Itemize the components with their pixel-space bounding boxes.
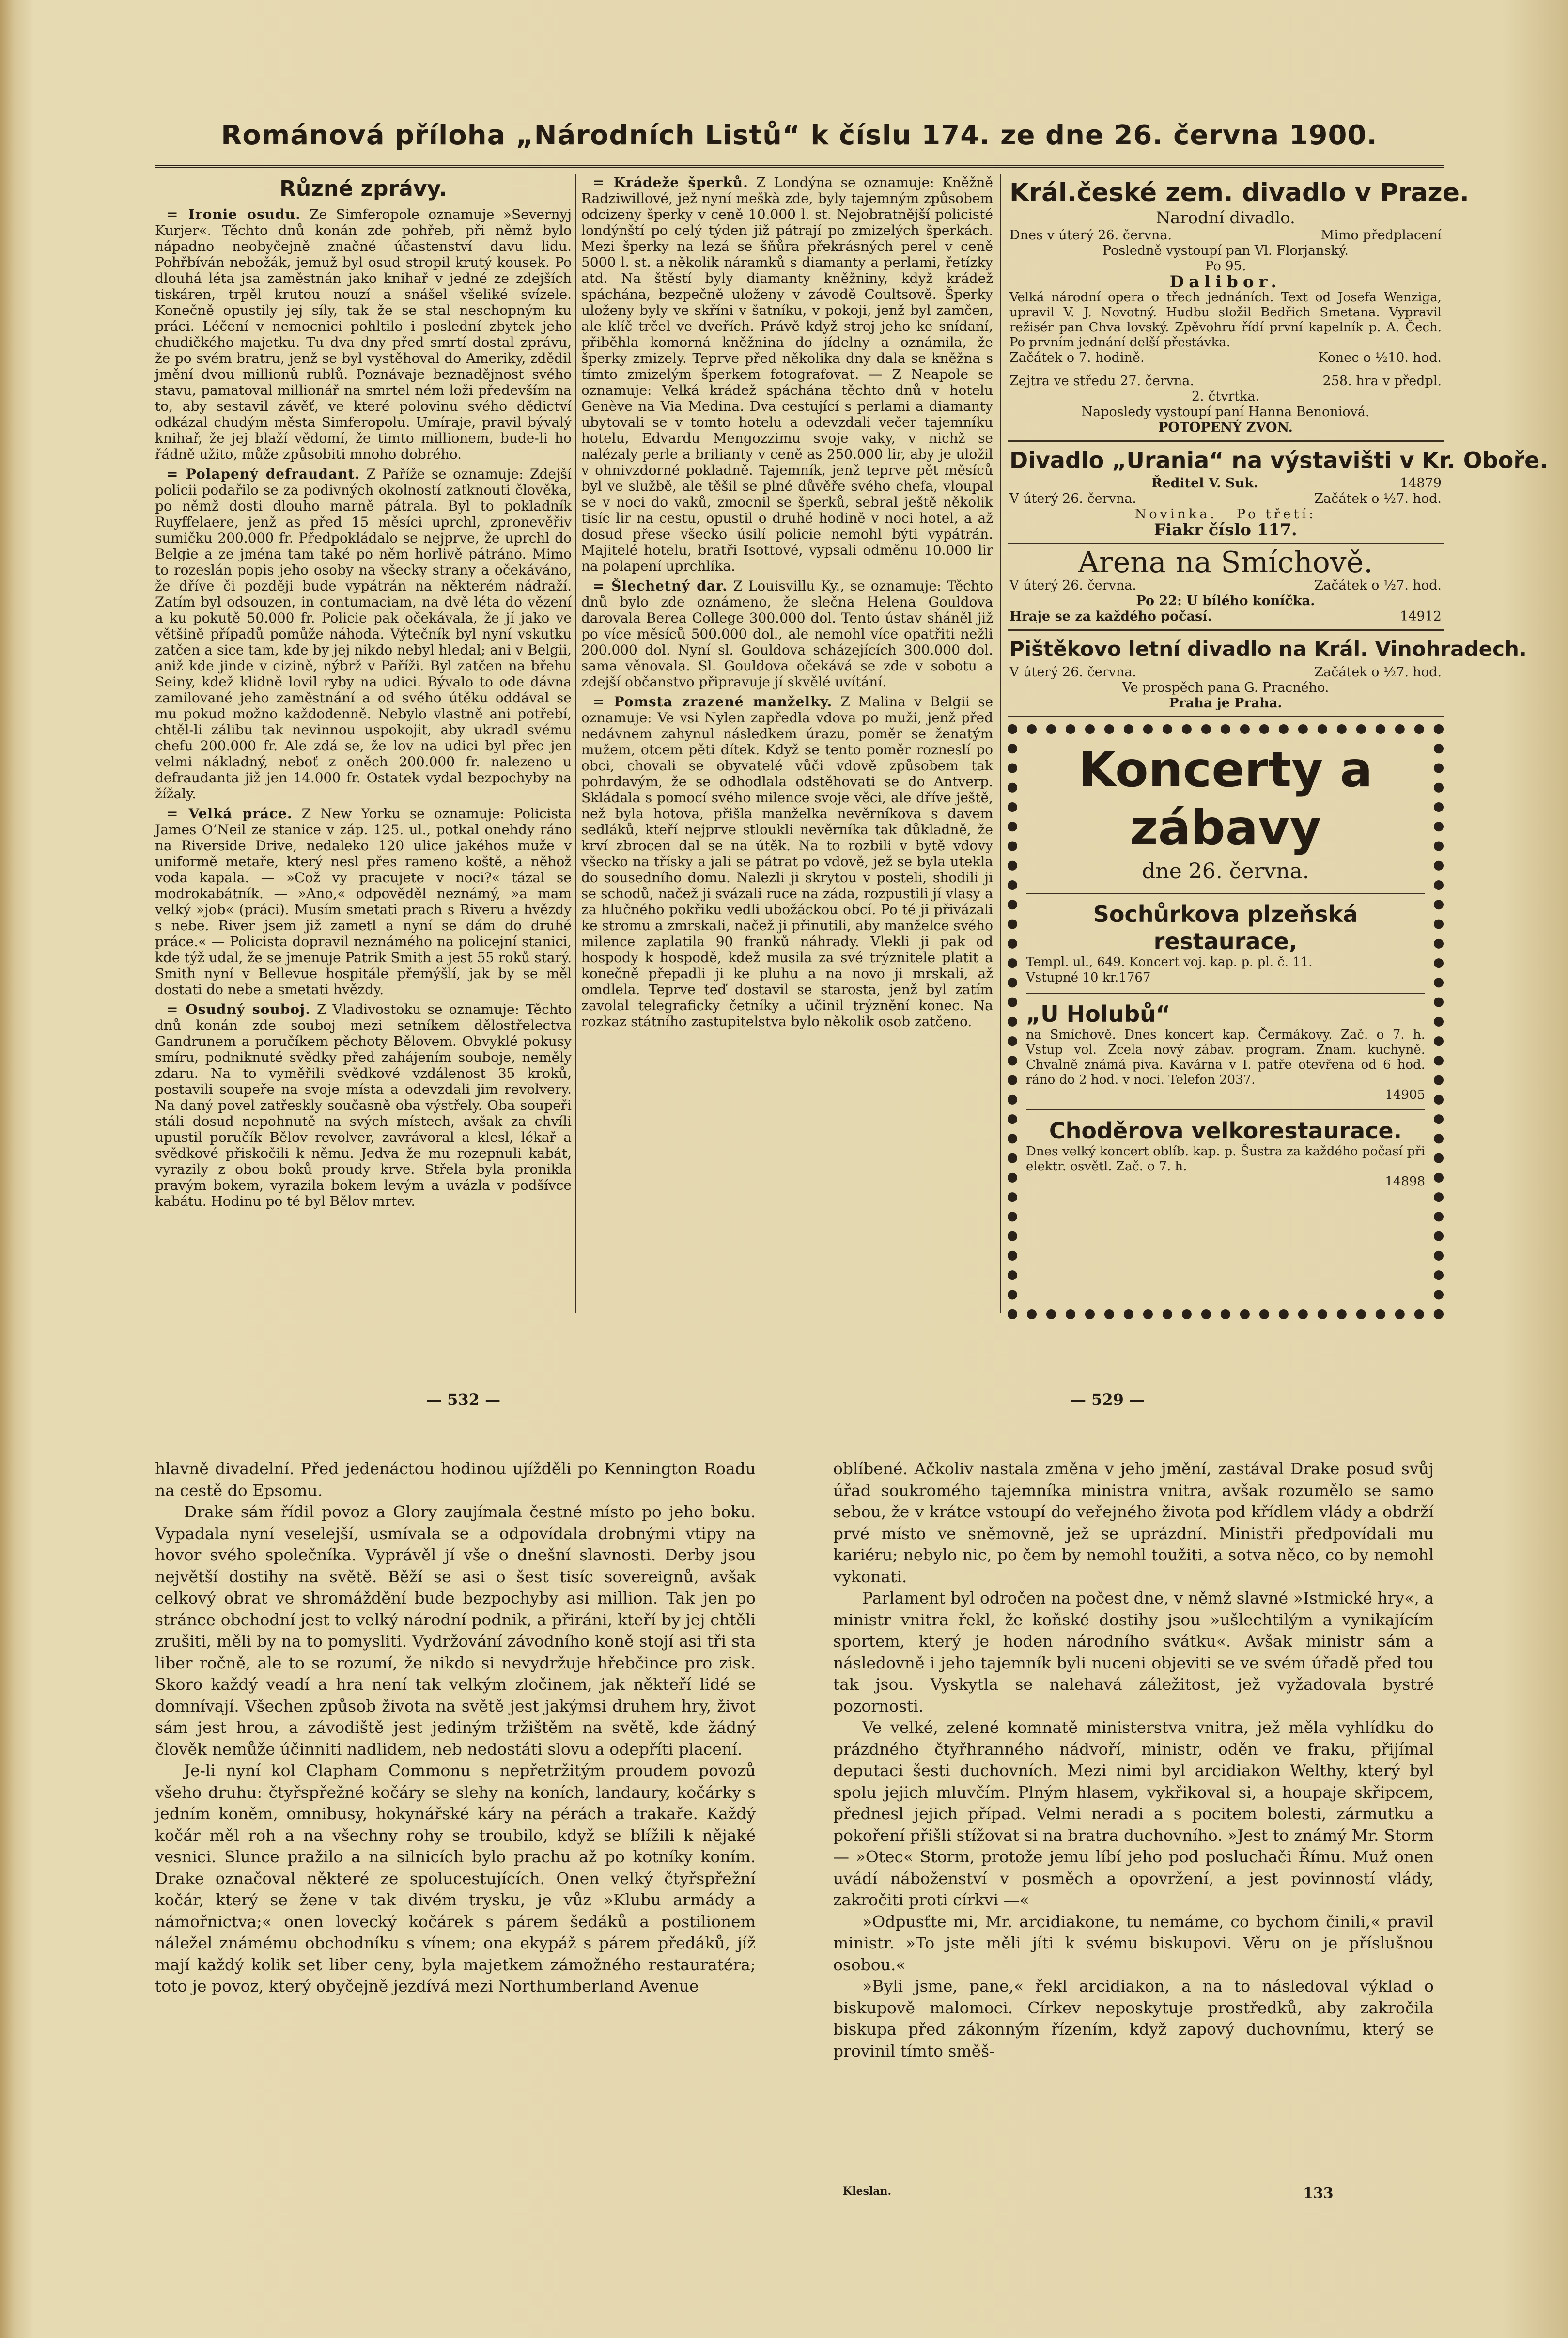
novel-paragraph: »Odpusťte mi, Mr. arcidiakone, tu nemáme, co bychom činili,« pravil ministr. »To jste měli jíti k svému biskupovi. Věru on je příslušnou osobou.«	[833, 1912, 1434, 1974]
concerts-title: Koncerty a zábavy	[1078, 741, 1373, 856]
news-item	[155, 1001, 572, 1209]
ad-date: V úterý 26. června.	[1009, 578, 1136, 593]
upper-page	[155, 111, 1548, 1352]
ad-date: V úterý 26. června.	[1009, 665, 1136, 680]
novel-paragraph: »Byli jsme, pane,« řekl arcidiakon, a na to následoval výklad o biskupově malomoci. Církev neposkytuje prostředků, aby zakročila biskupa před zákonným řízením, když zapový duchovnímu, který se provinil tímto směš-	[833, 1977, 1434, 2060]
novel-paragraph: oblíbené. Ačkoliv nastala změna v jeho jmění, zastával Drake posud svůj úřad soukromého tajemníka ministra vnitra, avšak rozumělo se samo sebou, že v krátce vstoupí do veřejného života pod křídlem vlády a obdrží prvé místo ve sněmovně, jež se uprázdní. Ministři předpovídali mu kariéru; nebylo nic, po čem by nemohl toužiti, a sotva něco, co by nemohl vykonati.	[833, 1459, 1434, 1586]
ad-note: Hraje se za každého počasí.	[1009, 609, 1212, 624]
ad-row	[1009, 609, 1442, 624]
ad-pistek-theatre	[1008, 631, 1527, 717]
venue-title: Choděrova velkorestaurace.	[1049, 1118, 1402, 1144]
venue-title: Sochůrkova plzeňská restaurace,	[1093, 901, 1358, 954]
ad-date: V úterý 26. června.	[1009, 491, 1136, 506]
ad-number: 14912	[1400, 609, 1442, 624]
news-keyword: = Osudný souboj.	[167, 1001, 310, 1017]
ad-line: Po 22: U bílého koníčka.	[1136, 593, 1315, 608]
column-divider	[575, 174, 576, 1313]
ad-row	[1009, 665, 1442, 680]
news-text: Z New Yorku se oznamuje: Policista James O’Neil ze stanice v záp. 125. ul., potkal onehdy ráno na Riverside Drive, nedaleko 120 ulice jakéhos muže v uniformě metaře, který nesl přes rameno koště, a něhož voda kapala. — »Což vy pracujete v noci?« tázal se modrokabátník. — »Ano,« odpověděl neznámý, »a mam velký »job« (práci). Musím smetati prach s Riveru a hvězdy s nebe. River jsem již zametl a nyní se dám do druhé práce.« — Policista dopravil neznámého na policejní stanici, kde týž udal, že se jmenuje Patrik Smith a jest 55 roků starý. Smith nyní v Bellevue hospitále přemýšlí, jak by se měl dostati do nebe a smetati hvězdy.	[155, 806, 572, 998]
ad-line: Ve prospěch pana G. Pracného.	[1122, 680, 1329, 695]
sheet-number: 133	[1303, 2185, 1334, 2202]
ad-title: Král.české zem. divadlo v Praze.	[1009, 178, 1469, 207]
ad-line: Po 95.	[1205, 259, 1246, 274]
venue-u-holubu	[1026, 993, 1425, 1103]
ad-national-theatre	[1008, 174, 1469, 442]
ad-play-title: Fiakr číslo 117.	[1154, 520, 1297, 540]
news-item	[581, 578, 993, 690]
news-item	[581, 174, 993, 574]
news-text: Z Malina v Belgii se oznamuje: Ve vsi Nylen zapředla vdova po muži, jenž před nedávnem zahynul následkem úrazu, poměr se ženatým mužem, otcem pěti dítek. Když se tento poměr rozneslí po obci, chovali se obyvatelé vůči vdově způsobem tak pohrdavým, že se odhodlala odstěhovati se do Antverp. Skládala s pomocí svého milence svoje věci, ale dříve ještě, než byla hotova, přišla manželka nevěrníkova s davem sedláků, kteří nejprve stloukli nevěrníka tak důkladně, že krví zbrocen dal se na útěk. Na to rozbili v bytě vdovy všecko na třísky a jali se pátrat po vdově, jež se byla utekla do sousedního domu. Nalezli ji skrytou v posteli, shodili ji se schodů, načež ji svázali ruce na záda, rozpustili jí vlasy a za hlučného pokřiku vedli ubožáckou obcí. Po té ji přivázali ke stromu a zmrskali, načež ji přinutili, aby manželce svého milence zaplatila 90 franků náhrady. Vlekli ji pak od hospody k hospodě, kdež musila za své trýznitele platit a konečně přepadli ji ke pluhu a na novo ji mrskali, až omdlela. Teprve teď dostavil se starosta, jenž byl zatím zavolal telegraficky četníky a učinil trýznění konec. Na rozkaz státního zastupitelstva bylo několik osob zatčeno.	[581, 694, 994, 1029]
news-column-1	[155, 174, 572, 1318]
news-keyword: = Polapený defraudant.	[167, 466, 360, 482]
concerts-date: dne 26. června.	[1142, 859, 1309, 884]
news-keyword: = Krádeže šperků.	[593, 174, 748, 190]
ads-column	[1008, 174, 1548, 1318]
venue-number: 14905	[1385, 1088, 1425, 1102]
ad-start: Začátek o ½7. hod.	[1314, 578, 1442, 593]
signature-mark: Kleslan.	[843, 2185, 892, 2198]
ad-end: Konec o ½10. hod.	[1318, 350, 1442, 365]
novel-paragraph: Drake sám řídil povoz a Glory zaujímala čestné místo po jeho boku. Vypadala nyní veselejší, usmívala se a odpovídala drobnými vtipy na hovor svého společníka. Vyprávěl jí vše o dnešní slavnosti. Derby jsou největší dostihy na světě. Běží se asi o šest tisíc sovereignů, avšak celkový obrat ve shromáždění bude bezpochyby asi million. Tak jen po stránce obchodní jest to velký národní podnik, a přiráni, kteří by jej chtěli zrušiti, měli by na to pomysliti. Vydržování závodního koně stojí asi tři sta liber ročně, ale to se rozumí, že nikdo si nevydržuje hřebčince pro zisk. Skoro každý veadí a hra není tak velkým zločinem, jak někteří lidé se domnívají. Všechen způsob života na světě jest jakýmsi druhem hry, život sám jest hrou, a závodiště jest jediným tržištěm na světě, kde žádný člověk nemůže účinniti nadlidem, neb nedostáti slovu a odepříti placení.	[155, 1502, 756, 1759]
novel-left-column	[155, 1458, 756, 2282]
ad-play-title: Dalibor.	[1169, 272, 1282, 292]
novel-paragraph: Parlament byl odročen na počest dne, v němž slavné »Istmické hry«, a ministr vnitra řekl, že koňské dostihy jsou »ušlechtilým a vynikajícím sportem, který je hoden národního svátku«. Avšak ministr sám a následovně i jeho tajemník byli nuceni objeviti se ve svém úřadě před tou tak jsou. Vyskytla se nalehavá záležitost, jež vyžadovala bystré pozornosti.	[833, 1589, 1434, 1715]
venue-number: 14898	[1385, 1174, 1425, 1189]
news-keyword: = Šlechetný dar.	[593, 578, 728, 594]
venue-text: Templ. ul., 649. Koncert voj. kap. p. pl. č. 11.	[1026, 955, 1313, 969]
novel-supplement	[155, 1390, 1444, 2291]
news-text: Z Paříže se oznamuje: Zdejší policii podařilo se za podivných okolností zatknouti člověka, po němž dosti dlouho marně pátrala. Byl to pokladník Ruyffelaere, jenž as před 15 měsíci uprchl, zpronevěřiv sumičku 200.000 fr. Předpokládalo se nejprve, že uprchl do Belgie a ze jména tam také po něm horlivě pátráno. Mimo to rozeslán popis jeho osoby na všecky strany a očekáváno, že dříve či později bude vypátrán na některém nádraží. Zatím byl odsouzen, in contumaciam, na dvě léta do vězení a ku pokutě 50.000 fr. Policie pak očekávala, že jí jako ve většině případů pomůže náhoda. Výtečník byl nyní vskutku zatčen a sice tam, kde by jej nikdo nebyl hledal; ani v Belgii, aniž kde jinde v cizině, nýbrž v Paříži. Byl zatčen na břehu Seiny, kdež klidně lovil ryby na udici. Bývalo to ode dávna zamilované jeho zaměstnání a od svého útěku oddával se mu pokud možno každodenně. Nebylo vlastně ani potřebí, chtěl-li zálibu tak nevinnou uspokojit, aby ukradl svému chefu 200.000 fr. Ale zdá se, že lov na udici byl přec jen velmi nákladný, neboť z oněch 200.000 fr. nalezeno u defraudanta již jen 14.000 fr. Ostatek vydal bezpochyby na žížaly.	[155, 466, 572, 802]
ad-subtitle: Narodní divadlo.	[1156, 208, 1295, 228]
venue-title: „U Holubů“	[1026, 1001, 1171, 1027]
news-item	[581, 694, 993, 1029]
news-keyword: = Velká práce.	[167, 806, 293, 822]
ad-description: Velká národní opera o třech jednáních. Text od Josefa Wenziga, upravil V. J. Novotný. Hudbu složil Bedřich Smetana. Vypravil režisér pan Chva lovský. Zpěvohru řídí první kapelník p. A. Čech. Po prvním jednání delší přestávka.	[1009, 290, 1442, 350]
venue-entry: Vstupné 10 kr.	[1026, 970, 1119, 985]
news-keyword: = Pomsta zrazené manželky.	[593, 694, 833, 710]
ad-row	[1009, 491, 1442, 507]
ad-start: Začátek o ½7. hod.	[1314, 491, 1442, 506]
ad-title: Pištěkovo letní divadlo na Král. Vinohradech.	[1009, 637, 1527, 661]
ad-date: Dnes v úterý 26. června.	[1009, 228, 1172, 243]
venue-choder	[1026, 1109, 1425, 1189]
ad-line: 2. čtvrtka.	[1191, 389, 1260, 404]
ad-next-note: 258. hra v předpl.	[1322, 374, 1442, 389]
ad-start: Začátek o ½7. hod.	[1314, 665, 1442, 680]
venue-row	[1026, 970, 1425, 986]
novel-paragraph: hlavně divadelní. Před jedenáctou hodinou ujížděli po Kennington Roadu na cestě do Epsomu.	[155, 1459, 756, 1500]
venue-sochurek	[1026, 893, 1425, 986]
venue-number: 1767	[1118, 970, 1151, 985]
novel-paragraph: Je-li nyní kol Clapham Commonu s nepřetržitým proudem povozů všeho druhu: čtyřspřežné kočáry se slehy na koních, landaury, kočárky s jedním koněm, omnibusy, hokynářské káry na pérách a trakaře. Každý kočár měl roh a na všechny rohy se troubilo, když se blížili k nějaké vesnici. Slunce pražilo a na silnicích bylo prachu až po kotníky koním. Drake označoval některé ze spolucestujících. Onen velký čtyřspřežní kočár, který se žene v tak divém trysku, je vůz »Klubu armády a námořnictva;« onen lovecký kočárek s párem šedáků a postilionem náležel známému obchodníku s vínem; ona ekypáž s párem předáků, jíž mají každý kolik set liber ceny, byla majetkem zámožného restauratéra; toto je povoz, který obyčejně jezdívá mezi Northumberland Avenue	[155, 1761, 756, 1995]
news-text: Z Londýna se oznamuje: Kněžně Radziwillové, jež nyní meškà zde, byly tajemným způsobem odcizeny šperky v ceně 10.000 l. st. Nejobratnější policisté londýnští po celý týden již pátrají po zmizelých šperkách. Mezi šperky na lezá se šňůra překrásných perel v ceně 5000 l. st. a několik náramků s diamanty a perlami, řetízky atd. Na štěstí byly diamanty kněžniny, když krádež spáchána, bezpečně uloženy v závodě Coultsově. Šperky uloženy byly ve skříni v šatníku, v pokoji, jenž byl zamčen, ale klíč trčel ve dveřích. Právě když stroj jeho ke snídaní, přiběhla komorná kněžnina do jídelny a oznámila, že šperky zmizely. Teprve před několika dny dala se kněžna s tímto zmizelým šperkem fotografovat. — Z Neapole se oznamuje: Velká krádež spáchána těchto dnů v hotelu Genève na Via Medina. Dva cestující s perlami a diamanty ubytovali se v tomto hotelu a odevzdali večer tajemníku hotelu, Edvardu Mengozzimu svoje vaky, v nichž se nalézaly perle a brilianty v ceně as 250.000 lir, aby je uložil v ohnivzdorné pokladně. Tajemník, jenž teprve pět měsíců byl ve službě, ale těšil se plné důvěře svého chefa, vloupal se v noci do vaků, zmocnil se šperků, sebral ještě několik tisíc lir na cestu, opustil o druhé hodině v noci hotel, a až dosud přese všecko úsilí policie nemohl býti vypátrán. Majitelé hotelu, bratři Isottové, vypsali odměnu 10.000 lir na polapení uprchlíka.	[581, 174, 993, 574]
ad-number: 14879	[1400, 476, 1442, 491]
ad-row	[1009, 350, 1442, 366]
ad-note: Mimo předplacení	[1320, 228, 1442, 243]
page-header: Románová příloha „Národních Listů“ k číslu 174. ze dne 26. června 1900.	[155, 111, 1444, 168]
news-column-2	[581, 174, 993, 1318]
ad-next-play: POTOPENÝ ZVON.	[1158, 420, 1293, 435]
news-text: Z Vladivostoku se oznamuje: Těchto dnů konán zde souboj mezi setníkem dělostřelectva Gandrunem a poručíkem pěchoty Bělovem. Obvyklé pokusy smíru, podniknuté svědky před zahájením souboje, neměly zdaru. Na to vyměřili svědkové vzdálenost 35 kroků, postavili soupeře na svoje místa a odevzdali jim revolvery. Na daný povel zatřeskly současně oba výstřely. Oba soupeři stáli dosud nepohnutě na svých místech, avšak za chvíli upustil poručík Bělov revolver, zavrávoral a klesl, lékař a svědkové přiskočili k němu. Jedva že mu rozepnuli kabát, vyrazily z obou boků proudy krve. Střela byla pronikla pravým bokem, vyrazila bokem levým a uvázla v podšívce kabátu. Hodinu po té byl Bělov mrtev.	[155, 1001, 572, 1209]
ad-label: Po třetí:	[1236, 507, 1317, 522]
ad-smichov-arena	[1008, 544, 1444, 631]
ad-title: Divadlo „Urania“ na výstavišti v Kr. Oboře.	[1009, 447, 1548, 473]
novel-paragraph: Ve velké, zelené komnatě ministerstva vnitra, jež měla vyhlídku do prázdného čtyřhranného nádvoří, ministr, oděn ve fraku, přijímal deputaci šesti duchovních. Mezi nimi byl arcidiakon Welthy, který byl spolu jejich mluvčím. Plným hlasem, vykřikoval si, a houpaje skřipcem, přednesl jejich případ. Velmi neradi a s pocitem bolesti, zármutku a pokoření přišli stížovat si na bratra duchovního. »Jest to známý Mr. Storm — »Otec« Storm, protože jemu líbí jeho pod posluchači Římu. Muž onen uvádí náboženství v posměch a opovržení, a jest povinností vlády, zakročiti proti církvi —«	[833, 1718, 1434, 1909]
column-divider	[1000, 174, 1001, 1313]
concerts-box	[1008, 724, 1444, 1319]
ad-next-date: Zejtra ve středu 27. června.	[1009, 374, 1195, 389]
ad-row	[1009, 578, 1442, 593]
news-item	[155, 806, 572, 998]
right-page-number: — 529 —	[1071, 1390, 1145, 1409]
ad-start: Začátek o 7. hodině.	[1009, 350, 1145, 365]
ad-director: Ředitel V. Suk.	[1151, 476, 1258, 491]
news-item	[155, 466, 572, 802]
news-text: Z Louisvillu Ky., se oznamuje: Těchto dnů bylo zde oznámeno, že slečna Helena Gouldova darovala Berea College 300.000 dol. Tento ústav sháněl již po více měsíců 500.000 dol., ale nemohl více opatřiti nežli 200.000 dol. Nyní sl. Gouldova scházejících 300.000 dol. sama věnovala. Sl. Gouldova očekává se zde v sobotu a zdejší občanstvo připravuje jí skvělé uvítání.	[581, 578, 994, 690]
ad-line: Naposledy vystoupí paní Hanna Benoniová.	[1081, 405, 1370, 420]
ad-label: Novinka.	[1134, 507, 1217, 522]
venue-text: na Smíchově. Dnes koncert kap. Čermákovy. Zač. o 7. h. Vstup vol. Zcela nový zábav. program. Znam. kuchyně. Chvalně známá piva. Kavárna v I. patře otevřena od 6 hod. ráno do 2 hod. v noci. Telefon 2037.	[1026, 1028, 1425, 1087]
news-item	[155, 206, 572, 462]
left-page-number: — 532 —	[426, 1390, 501, 1409]
ad-row	[1009, 476, 1442, 491]
novel-right-column	[833, 1458, 1434, 2175]
venue-text: Dnes velký koncert oblíb. kap. p. Šustra za každého počasí při elektr. osvětl. Zač. o 7. h.	[1026, 1144, 1425, 1174]
ad-line: Posledně vystoupí pan Vl. Florjanský.	[1102, 243, 1349, 258]
section-title: Různé zprávy.	[279, 176, 447, 201]
ad-play-title: Praha je Praha.	[1169, 696, 1282, 711]
news-keyword: = Ironie osudu.	[167, 206, 301, 222]
ad-row	[1009, 228, 1442, 243]
ad-row	[1009, 374, 1442, 389]
news-text: Ze Simferopole oznamuje »Severnyj Kurjer«. Těchto dnů konán zde pohřeb, při němž bylo nápadno neobyčejně značné účastenství davu lidu. Pohřbíván nebožák, jemuž byl osud stropil krutý kousek. Po dlouhá léta jsa zaměstnán jako knihař v jedné ze zdejších tiskáren, trpěl krutou nouzí a snášel všeliké svízele. Konečně opustily jej síly, tak že se stal neschopným ku práci. Léčení v nemocnici pohltilo i poslední zbytek jeho chudičkého majetku. Tu dva dny před smrtí dostal zprávu, že po svém bratru, jenž se byl vystěhoval do Ameriky, zdědil jmění dvou millionů rublů. Poznávaje beznadějnost svého stavu, pamatoval millionář na smrtel ném loži především na to, aby sestavil závěť, ve které polovinu svého dědictví odkázal chudým města Simferopolu. Umíraje, pravil bývalý knihař, že jej blaží vědomí, že timto millionem, bude-li ho řádně užito, může způsobiti mnoho dobrého.	[155, 206, 572, 462]
ad-title: Arena na Smíchově.	[1078, 546, 1373, 579]
ad-urania	[1008, 442, 1548, 544]
